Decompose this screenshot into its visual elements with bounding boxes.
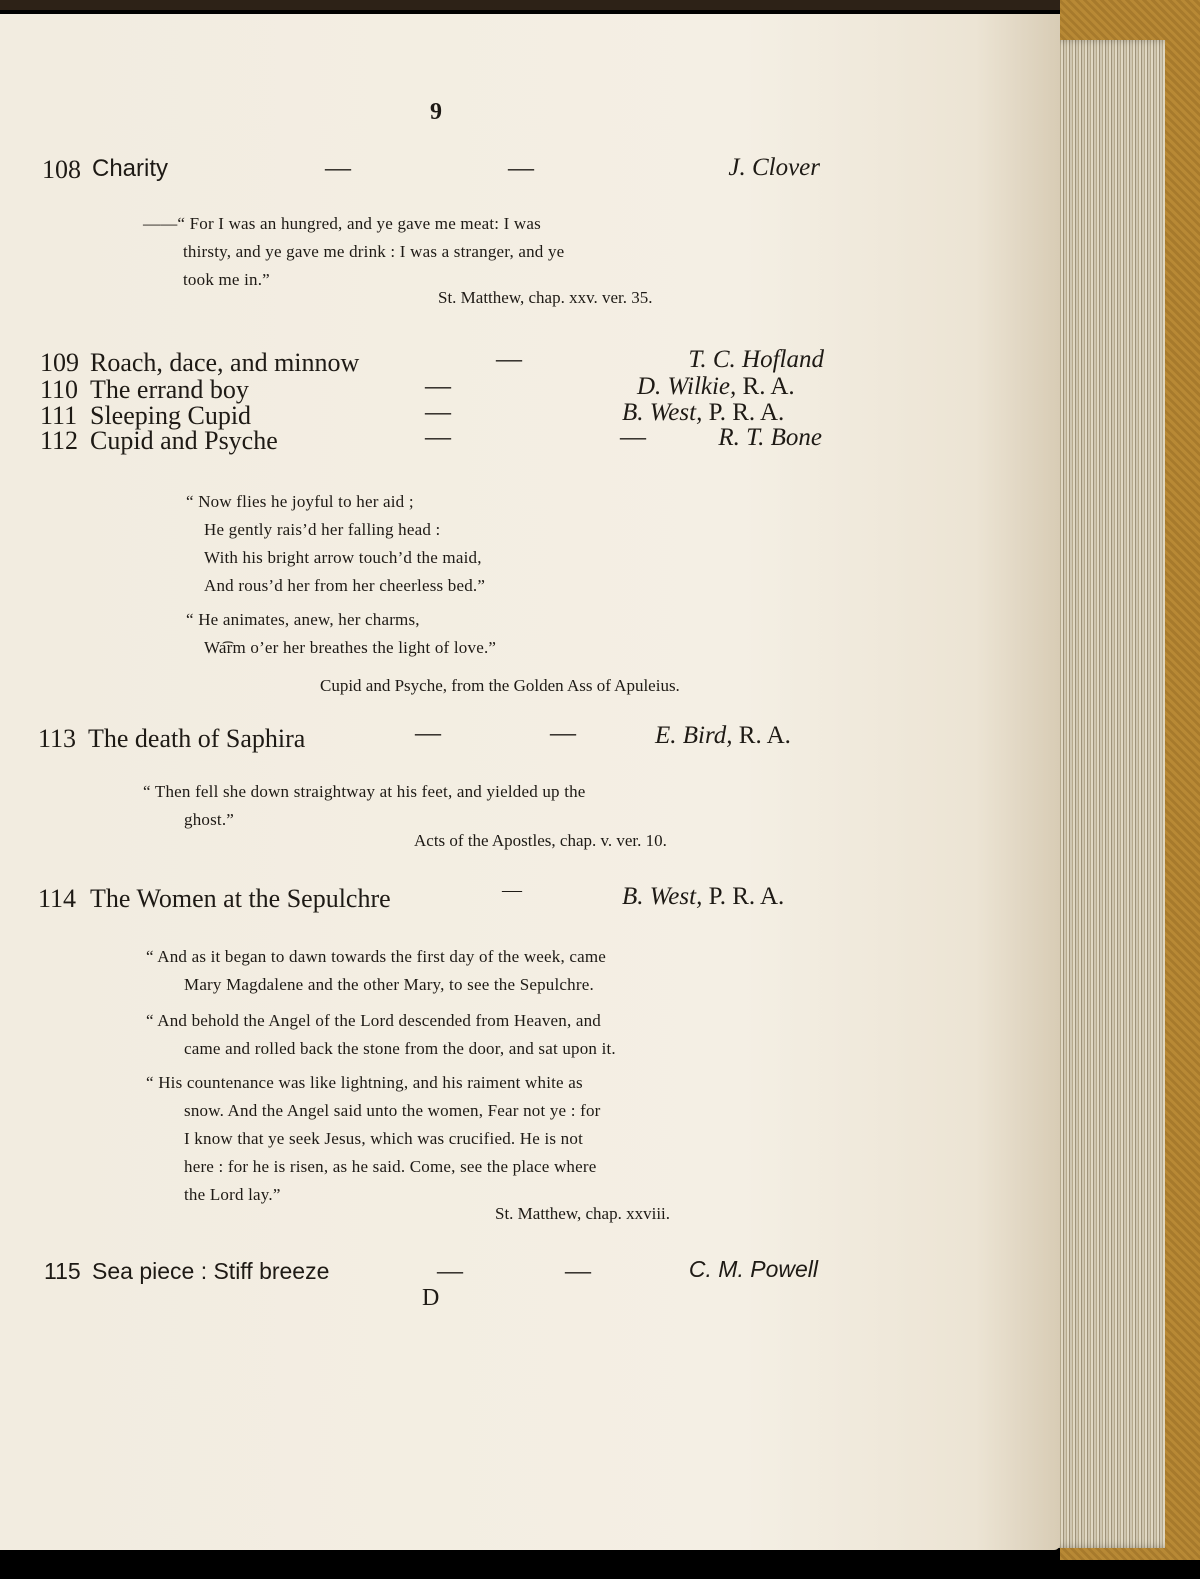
entry-114-para-line: “ And as it began to dawn towards the first day of the week, came xyxy=(146,947,607,966)
entry-111-artist xyxy=(622,400,784,425)
entry-114-citation: St. Matthew, chap. xxviii. xyxy=(495,1204,671,1223)
entry-114-para-line: Mary Magdalene and the other Mary, to see the Sepulchre. xyxy=(184,975,594,994)
entry-111-rank: P. R. A. xyxy=(708,399,785,426)
entry-112-verse-line: He gently rais’d her falling head : xyxy=(204,520,441,539)
entry-114-para-line: I know that ye seek Jesus, which was crucified. He is not xyxy=(184,1129,583,1148)
entry-114-number: 114 xyxy=(38,884,77,913)
entry-114-artist xyxy=(622,884,784,909)
entry-109-artist: T. C. Hofland xyxy=(688,346,824,373)
entry-114-para-line: here : for he is risen, as he said. Come, see the place where xyxy=(184,1157,597,1176)
entry-113-quote-line: “ Then fell she down straightway at his feet, and yielded up the xyxy=(143,782,586,801)
entry-108-quote-line: thirsty, and ye gave me drink : I was a stranger, and ye xyxy=(183,242,565,261)
entry-108-number: 108 xyxy=(42,155,81,184)
entry-111-title: Sleeping Cupid xyxy=(90,401,252,430)
entry-114-para-line: snow. And the Angel said unto the women, Fear not ye : for xyxy=(184,1101,601,1120)
entry-115-dash-1: — xyxy=(437,1256,463,1285)
entry-110-artist xyxy=(637,374,795,399)
entry-114-dash: — xyxy=(502,879,522,901)
entry-109-number: 109 xyxy=(40,348,79,377)
entry-114-para-line: “ His countenance was like lightning, and his raiment white as xyxy=(146,1073,583,1092)
entry-114-title: The Women at the Sepulchre xyxy=(90,884,391,913)
entry-113-dash-2: — xyxy=(550,718,576,747)
entry-113-citation: Acts of the Apostles, chap. v. ver. 10. xyxy=(414,831,667,850)
entry-114-para-line: the Lord lay.” xyxy=(184,1185,281,1204)
entry-109-dash: — xyxy=(496,344,522,373)
entry-113-rank: R. A. xyxy=(738,722,791,749)
entry-114-para-line: came and rolled back the stone from the door, and sat upon it. xyxy=(184,1039,616,1058)
entry-108-quote-line: took me in.” xyxy=(183,270,270,289)
entry-110-rank: R. A. xyxy=(742,373,795,400)
entry-108-dash-2: — xyxy=(508,153,534,182)
entry-115-artist: C. M. Powell xyxy=(688,1256,818,1282)
entry-110-number: 110 xyxy=(40,375,79,404)
catalogue-page xyxy=(0,14,1060,1550)
entry-115-dash-2: — xyxy=(565,1256,591,1285)
entry-112-verse-line: And rous’d her from her cheerless bed.” xyxy=(204,576,486,595)
entry-110-artist-name: D. Wilkie, xyxy=(637,373,737,400)
entry-108-artist: J. Clover xyxy=(728,154,820,181)
signature-mark: D xyxy=(422,1285,440,1311)
entry-112-verse-line: Wa͡rm o’er her breathes the light of love.” xyxy=(204,638,497,657)
entry-112-title: Cupid and Psyche xyxy=(90,426,278,455)
entry-113-dash-1: — xyxy=(415,718,441,747)
entry-111-dash: — xyxy=(425,397,451,426)
entry-112-verse-line: With his bright arrow touch’d the maid, xyxy=(204,548,482,567)
entry-112-citation: Cupid and Psyche, from the Golden Ass of Apuleius. xyxy=(320,676,680,695)
page-number: 9 xyxy=(430,99,442,125)
entry-112-verse-line: “ Now flies he joyful to her aid ; xyxy=(186,492,414,511)
entry-114-artist-name: B. West, xyxy=(622,883,703,910)
entry-112-number: 112 xyxy=(40,426,79,455)
entry-113-number: 113 xyxy=(38,724,77,753)
entry-108-citation: St. Matthew, chap. xxv. ver. 35. xyxy=(438,288,653,307)
entry-114-rank: P. R. A. xyxy=(708,883,785,910)
entry-112-artist: R. T. Bone xyxy=(718,424,822,451)
entry-108-dash-1: — xyxy=(325,153,351,182)
entry-111-number: 111 xyxy=(40,401,78,430)
entry-113-quote-line: ghost.” xyxy=(184,810,235,829)
entry-108-quote-line: ——“ For I was an hungred, and ye gave me meat: I was xyxy=(143,214,541,233)
entry-112-verse-line: “ He animates, anew, her charms, xyxy=(186,610,420,629)
entry-110-title: The errand boy xyxy=(90,375,249,404)
entry-113-title: The death of Saphira xyxy=(88,724,306,753)
entry-112-dash-1: — xyxy=(425,422,451,451)
entry-115-title: Sea piece : Stiff breeze xyxy=(92,1258,330,1284)
entry-115-number: 115 xyxy=(44,1258,81,1284)
entry-114-para-line: “ And behold the Angel of the Lord descended from Heaven, and xyxy=(146,1011,602,1030)
entry-112-dash-2: — xyxy=(620,422,646,451)
entry-108-title: Charity xyxy=(92,155,169,182)
entry-109-title: Roach, dace, and minnow xyxy=(90,348,360,377)
entry-113-artist-name: E. Bird, xyxy=(655,722,733,749)
entry-110-dash: — xyxy=(425,371,451,400)
entry-111-artist-name: B. West, xyxy=(622,399,703,426)
entry-113-artist xyxy=(655,723,791,748)
